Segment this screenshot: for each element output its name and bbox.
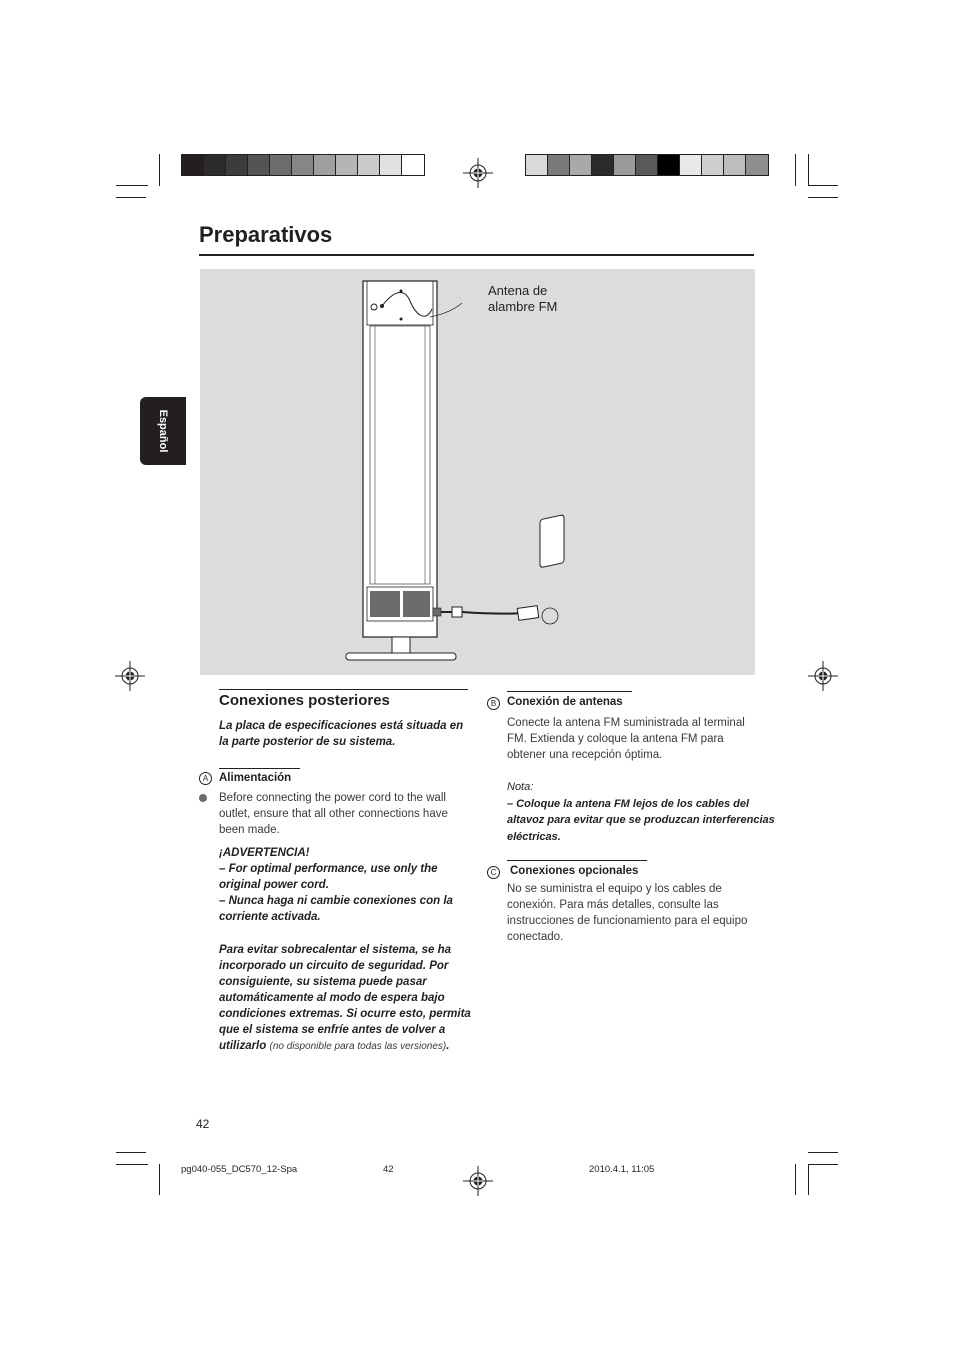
calibration-swatch <box>270 155 292 175</box>
warning-line: corriente activada. <box>219 911 321 923</box>
protection-block <box>219 942 471 1055</box>
calibration-swatch <box>570 155 592 175</box>
power-body-text <box>219 790 448 838</box>
section-heading-rear-connections: Conexiones posteriores <box>219 692 390 709</box>
calibration-swatch <box>402 155 424 175</box>
protection-line: consiguiente, su sistema puede pasar <box>219 976 427 988</box>
subsection-rule <box>219 768 300 769</box>
registration-mark-icon <box>463 158 493 188</box>
footer-date: 2010.4.1, 11:05 <box>589 1164 655 1175</box>
calibration-swatch <box>658 155 680 175</box>
subsection-rule <box>507 860 647 861</box>
antenna-callout <box>488 283 608 315</box>
protection-line: que el sistema se enfríe antes de volver a <box>219 1024 446 1036</box>
section-rule <box>219 689 468 690</box>
calibration-swatch <box>526 155 548 175</box>
speaker-tower-diagram <box>200 269 755 675</box>
subsection-heading-optional: Conexiones opcionales <box>510 865 639 877</box>
body-line: Before connecting the power cord to the wall <box>219 792 446 804</box>
note-block <box>507 779 775 845</box>
page-number: 42 <box>196 1117 210 1131</box>
body-line: outlet, ensure that all other connections have <box>219 808 448 820</box>
subsection-rule <box>507 691 632 692</box>
title-rule <box>199 254 754 256</box>
calibration-swatch <box>226 155 248 175</box>
calibration-swatch <box>292 155 314 175</box>
availability-note: (no disponible para todas las versiones) <box>269 1041 447 1052</box>
calibration-swatch <box>746 155 768 175</box>
note-line: eléctricas. <box>507 830 561 843</box>
body-line: FM. Extienda y coloque la antena FM para <box>507 733 724 745</box>
note-title: Nota: <box>507 781 534 793</box>
warning-line: original power cord. <box>219 879 329 891</box>
intro-line: la parte posterior de su sistema. <box>219 736 396 748</box>
protection-line: Para evitar sobrecalentar el sistema, se ha <box>219 944 452 956</box>
calibration-swatch <box>702 155 724 175</box>
warning-line: – For optimal performance, use only the <box>219 863 438 875</box>
body-line: obtener una recepción óptima. <box>507 749 663 761</box>
warning-title: ¡ADVERTENCIA! <box>219 847 310 859</box>
body-line: conectado. <box>507 931 564 943</box>
color-calibration-bar-left <box>181 154 425 176</box>
protection-line: incorporado un circuito de seguridad. Por <box>219 960 449 972</box>
registration-mark-icon <box>808 661 838 691</box>
marker-c: C <box>487 866 500 879</box>
color-calibration-bar-right <box>525 154 769 176</box>
warning-block <box>219 845 453 925</box>
registration-mark-icon <box>463 1166 493 1196</box>
antenna-label-line2: alambre FM <box>488 299 558 314</box>
antenna-body-text <box>507 715 745 763</box>
body-line: instrucciones de funcionamiento para el equipo <box>507 915 748 927</box>
protection-line: condiciones extremas. Si ocurre esto, permita <box>219 1008 471 1020</box>
marker-b: B <box>487 697 500 710</box>
optional-body-text <box>507 881 747 945</box>
subsection-heading-power-label: Alimentación <box>219 772 292 784</box>
calibration-swatch <box>724 155 746 175</box>
subsection-heading-antenna: Conexión de antenas <box>507 696 623 708</box>
calibration-swatch <box>680 155 702 175</box>
note-line: – Coloque la antena FM lejos de los cables del <box>507 797 750 810</box>
protection-line: automáticamente al modo de espera bajo <box>219 992 445 1004</box>
registration-mark-icon <box>115 661 145 691</box>
intro-line: La placa de especificaciones está situada en <box>219 720 464 732</box>
marker-a: A <box>199 772 212 785</box>
calibration-swatch <box>248 155 270 175</box>
footer-filename: pg040-055_DC570_12-Spa <box>181 1164 298 1175</box>
period: . <box>446 1040 450 1052</box>
calibration-swatch <box>636 155 658 175</box>
warning-line: – Nunca haga ni cambie conexiones con la <box>219 895 453 907</box>
calibration-swatch <box>358 155 380 175</box>
note-line: altavoz para evitar que se produzcan interferencias <box>507 814 775 826</box>
calibration-swatch <box>380 155 402 175</box>
calibration-swatch <box>592 155 614 175</box>
calibration-swatch <box>182 155 204 175</box>
calibration-swatch <box>204 155 226 175</box>
protection-bold: utilizarlo <box>219 1040 267 1052</box>
body-line: been made. <box>219 824 280 836</box>
body-line: conexión. Para más detalles, consulte las <box>507 899 719 911</box>
calibration-swatch <box>614 155 636 175</box>
language-tab <box>140 397 186 465</box>
calibration-swatch <box>548 155 570 175</box>
body-line: No se suministra el equipo y los cables de <box>507 883 722 895</box>
intro-text <box>219 718 463 750</box>
language-tab-label: Español <box>157 409 169 453</box>
footer-page: 42 <box>383 1164 394 1175</box>
antenna-label-line1: Antena de <box>488 283 548 298</box>
bullet-icon <box>199 794 207 802</box>
body-line: Conecte la antena FM suministrada al terminal <box>507 717 745 729</box>
connection-illustration <box>200 269 755 675</box>
calibration-swatch <box>314 155 336 175</box>
calibration-swatch <box>336 155 358 175</box>
protection-line <box>219 1038 471 1055</box>
page-title: Preparativos <box>199 222 333 247</box>
